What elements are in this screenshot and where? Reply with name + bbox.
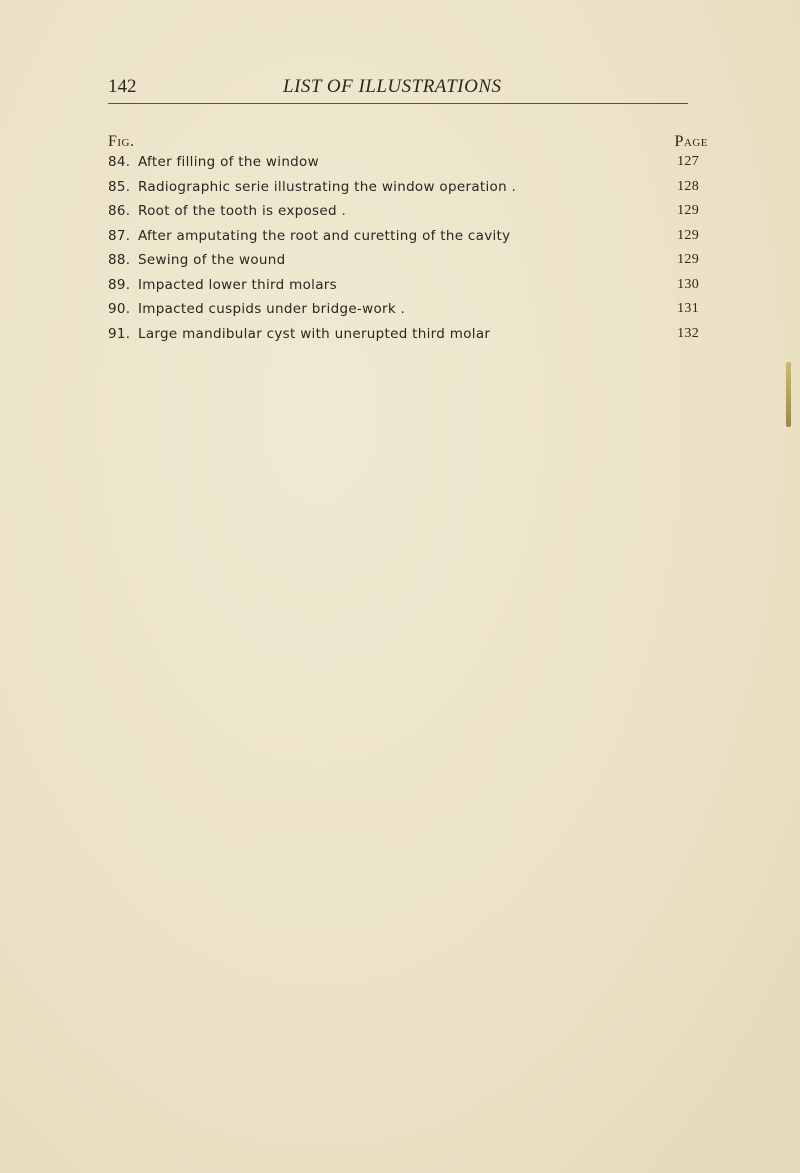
figure-title: Radiographic serie illustrating the window operation . — [138, 178, 517, 195]
fig-column-header: Fig. — [108, 133, 135, 150]
page-reference: 129 — [677, 203, 699, 218]
illustration-list — [108, 152, 708, 348]
list-item — [108, 324, 708, 349]
figure-number: 85. — [108, 178, 131, 195]
figure-title: Impacted lower third molars — [138, 276, 337, 293]
page-column-header: Page — [674, 133, 708, 150]
list-item — [108, 250, 708, 275]
page-reference: 129 — [677, 252, 699, 267]
page-number: 142 — [108, 76, 137, 97]
column-headers — [108, 133, 708, 153]
page-reference: 127 — [677, 154, 699, 169]
figure-number: 87. — [108, 227, 131, 244]
page-reference: 130 — [677, 276, 699, 292]
page-reference: 128 — [677, 178, 699, 194]
list-item — [108, 177, 708, 202]
list-item — [108, 299, 708, 324]
page-reference: 131 — [677, 301, 699, 316]
figure-title: Large mandibular cyst with unerupted third molar — [138, 325, 491, 342]
page-header — [108, 76, 688, 102]
page-edge-mark — [786, 362, 791, 427]
figure-title: Root of the tooth is exposed . — [138, 203, 347, 219]
figure-number: 90. — [108, 301, 131, 317]
figure-number: 88. — [108, 252, 131, 268]
list-item — [108, 201, 708, 226]
figure-title: Sewing of the wound — [138, 252, 286, 268]
running-title: LIST OF ILLUSTRATIONS — [283, 76, 502, 97]
page-reference: 132 — [677, 325, 699, 341]
list-item — [108, 226, 708, 251]
figure-title: After amputating the root and curetting of the cavity — [138, 227, 511, 244]
figure-number: 86. — [108, 203, 131, 219]
list-item — [108, 152, 708, 177]
list-item — [108, 275, 708, 300]
figure-title: After filling of the window — [138, 154, 319, 170]
figure-number: 89. — [108, 276, 131, 293]
page-reference: 129 — [677, 227, 699, 243]
figure-number: 84. — [108, 154, 131, 170]
header-rule — [108, 103, 688, 104]
figure-title: Impacted cuspids under bridge-work . — [138, 301, 406, 317]
figure-number: 91. — [108, 325, 131, 342]
